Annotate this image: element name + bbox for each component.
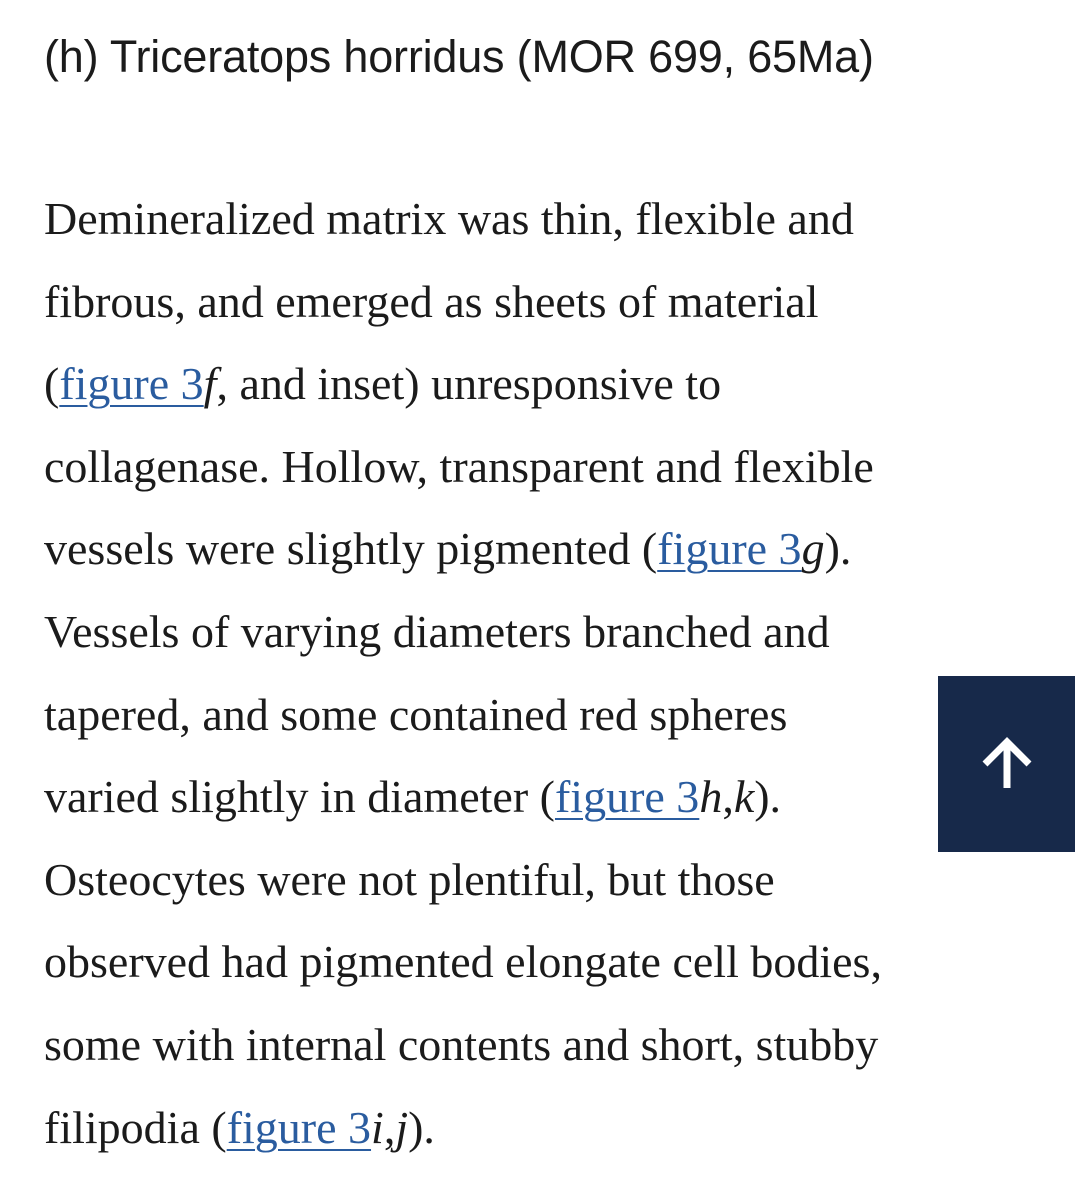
paragraph-text: filipodia ( — [44, 1101, 227, 1153]
paragraph-line — [44, 508, 1044, 591]
paragraph-line — [44, 1087, 1044, 1170]
figure-panel-letter: h — [699, 771, 723, 823]
section-heading: (h) Triceratops horridus (MOR 699, 65Ma) — [44, 31, 874, 82]
figure-panel-letter: g — [801, 523, 825, 575]
paragraph-text: ). — [754, 771, 782, 823]
paragraph-line — [44, 343, 1044, 426]
paragraph-text: , and inset) unresponsive to — [216, 358, 722, 410]
paragraph-line: tapered, and some contained red spheres — [44, 688, 788, 740]
paragraph-text: varied slightly in diameter ( — [44, 771, 555, 823]
body-paragraph — [44, 178, 1044, 1169]
paragraph-line: Demineralized matrix was thin, flexible and — [44, 193, 854, 244]
figure-3g-link[interactable]: figure 3 — [657, 523, 802, 575]
paragraph-text: , — [722, 771, 734, 823]
paragraph-line: some with internal contents and short, stubby — [44, 1018, 879, 1070]
paren-open: ( — [44, 358, 60, 410]
paragraph-text: ). — [824, 523, 852, 575]
figure-3i-link[interactable]: figure 3 — [226, 1101, 372, 1153]
paragraph-line: Osteocytes were not plentiful, but those — [44, 853, 775, 905]
paragraph-line: observed had pigmented elongate cell bodies, — [44, 936, 882, 988]
figure-panel-letter: j — [395, 1101, 409, 1153]
paragraph-text: ). — [408, 1101, 435, 1153]
figure-panel-letter: i — [371, 1101, 384, 1153]
figure-3h-link[interactable]: figure 3 — [554, 771, 700, 823]
back-to-top-button[interactable] — [938, 676, 1075, 852]
paragraph-text: vessels were slightly pigmented ( — [44, 523, 658, 575]
paragraph-text: , — [383, 1101, 396, 1153]
figure-panel-letter: k — [733, 771, 755, 823]
paragraph-line: collagenase. Hollow, transparent and flexible — [44, 440, 874, 492]
paragraph-line — [44, 756, 1044, 839]
arrow-up-icon — [976, 733, 1038, 795]
figure-3f-link[interactable]: figure 3 — [59, 358, 204, 410]
figure-panel-letter: f — [203, 358, 217, 410]
paragraph-line: Vessels of varying diameters branched and — [44, 605, 830, 657]
paragraph-line: fibrous, and emerged as sheets of material — [44, 275, 819, 327]
